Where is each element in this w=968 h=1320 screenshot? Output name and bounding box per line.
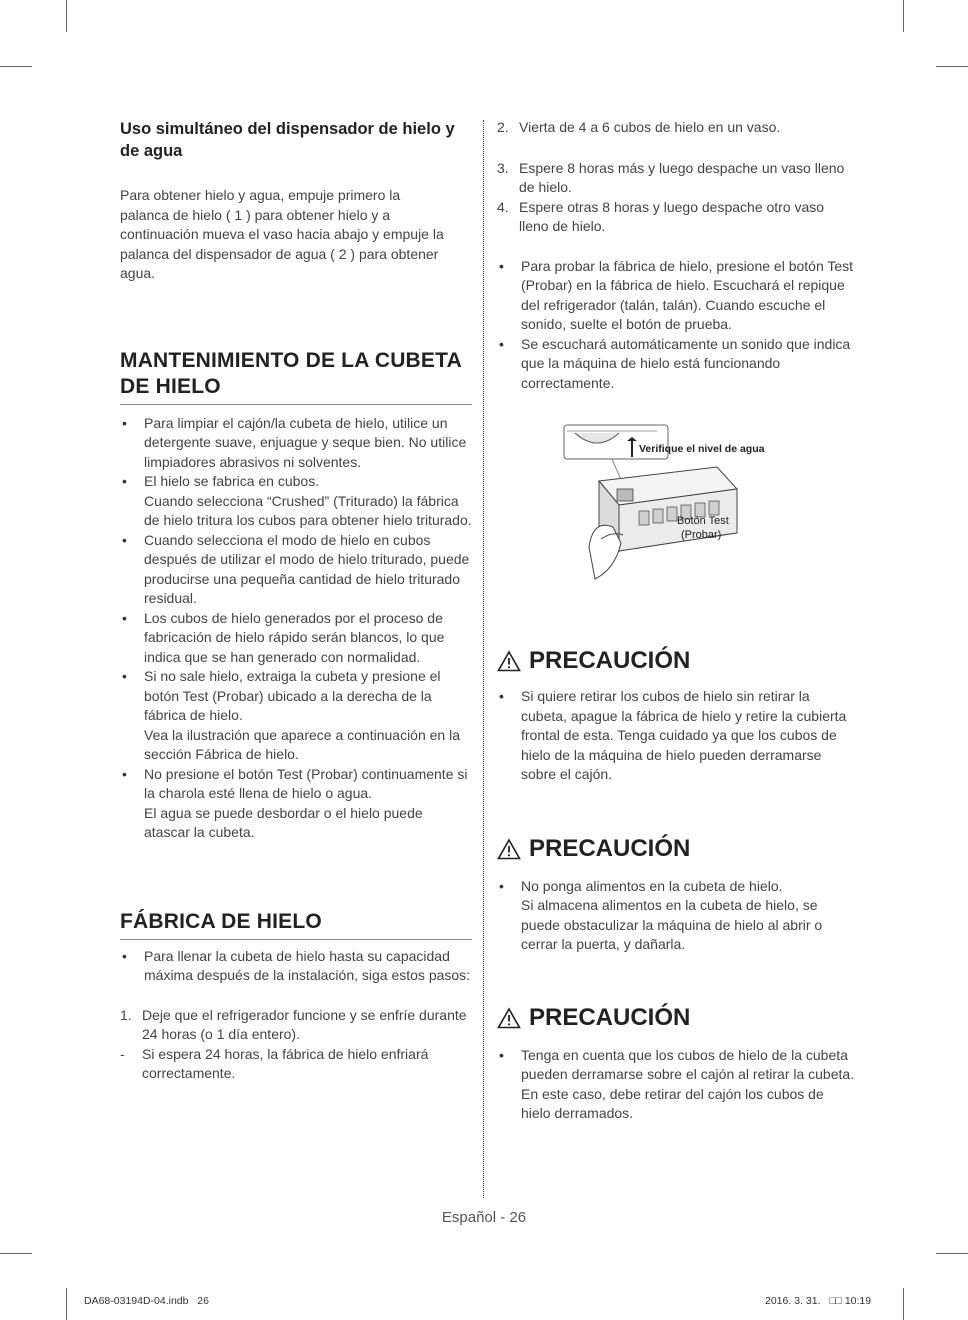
caution-title: PRECAUCIÓN — [529, 647, 691, 674]
crop-mark — [0, 66, 32, 67]
step-text: Espere otras 8 horas y luego despache otro vaso lleno de hielo. — [519, 198, 825, 234]
list-item — [120, 609, 472, 668]
step-item — [120, 1006, 472, 1045]
ice-maker-list — [120, 947, 472, 986]
list-item — [120, 667, 472, 765]
crop-mark — [903, 1288, 904, 1320]
simultaneous-use-text: Para obtener hielo y agua, empuje primero la palanca de hielo ( 1 ) para obtener hielo y a continuación mueva el vaso hacia abajo y empuje la palanca del dispensador de agua ( 2 ) para obtener agua. — [120, 187, 444, 281]
ice-maker-steps-continued — [497, 118, 857, 237]
list-item-text: No ponga alimentos en la cubeta de hielo. — [521, 877, 783, 894]
print-date-info: 2016. 3. 31. □□ 10:19 — [765, 1295, 872, 1307]
maintenance-heading — [120, 348, 472, 405]
step-text: Vierta de 4 a 6 cubos de hielo en un vaso. — [519, 119, 781, 135]
caution-heading — [497, 834, 857, 864]
list-item-text: Cuando selecciona “Crushed” (Triturado) la fábrica de hielo tritura los cubos para obtener hielo triturado. — [144, 492, 472, 528]
step-item — [120, 1045, 472, 1084]
list-item: • Para llenar la cubeta de hielo hasta su capacidad máxima después de la instalación, siga estos pasos: — [120, 947, 472, 986]
step-number: 4. — [497, 198, 509, 215]
list-item-text: Si no sale hielo, extraiga la cubeta y presione el botón Test (Probar) ubicado a la derecha de la fábrica de hielo. — [144, 668, 441, 723]
crop-mark — [0, 1253, 32, 1254]
step-number: 1. — [120, 1006, 132, 1023]
step-text: Espere 8 horas más y luego despache un vaso lleno de hielo. — [519, 159, 845, 195]
caution-list — [497, 877, 857, 955]
ice-maker-steps — [120, 1006, 472, 1084]
left-column — [120, 118, 472, 1084]
step-number: 3. — [497, 159, 509, 176]
page-number: Español - 26 — [441, 1209, 527, 1226]
step-number: - — [120, 1045, 125, 1062]
right-column — [497, 118, 857, 1124]
step-text: Deje que el refrigerador funcione y se enfríe durante 24 horas (o 1 día entero). — [142, 1006, 467, 1042]
caution-list — [497, 1046, 857, 1124]
list-item-text: Vea la ilustración que aparece a continuación en la sección Fábrica de hielo. — [144, 726, 460, 762]
list-item: • Para probar la fábrica de hielo, presione el botón Test (Probar) en la fábrica de hielo. Escuchará el repique del refrigerador (talán, talán). Cuando escuche el sonido, suelte el botón de prueba. — [497, 257, 857, 335]
caution-heading — [497, 1003, 857, 1033]
list-item — [120, 414, 472, 473]
test-button-label: Botón Test — [677, 515, 729, 527]
list-item-text: Los cubos de hielo generados por el proceso de fabricación de hielo rápido serán blancos, lo que indica que se han generado con normalidad. — [144, 609, 445, 665]
list-item-text: El hielo se fabrica en cubos. — [144, 473, 320, 489]
maintenance-heading-line2: DE HIELO — [120, 374, 221, 398]
crop-mark — [66, 0, 67, 32]
step-item — [497, 118, 857, 138]
step-text: Si espera 24 horas, la fábrica de hielo enfriará correctamente. — [142, 1045, 429, 1081]
caution-title: PRECAUCIÓN — [529, 1003, 691, 1031]
test-button-list — [497, 257, 857, 394]
crop-mark — [903, 0, 904, 32]
list-item-text: Cuando selecciona el modo de hielo en cubos después de utilizar el modo de hielo triturado, puede producirse una pequeña cantidad de hielo triturado residual. — [144, 531, 470, 606]
list-item — [120, 531, 472, 609]
crop-mark — [936, 1253, 968, 1254]
list-item: • Tenga en cuenta que los cubos de hielo de la cubeta pueden derramarse sobre el cajón al retirar la cubeta. En este caso, debe retirar del cajón los cubos de hielo derramados. — [497, 1046, 857, 1124]
column-divider — [483, 120, 484, 1198]
maintenance-heading-line1: MANTENIMIENTO DE LA CUBETA — [120, 348, 462, 372]
list-item-text: Para limpiar el cajón/la cubeta de hielo, utilice un detergente suave, enjuague y seque bien. No utilice limpiadores abrasivos ni solventes. — [144, 414, 467, 470]
maintenance-list — [120, 414, 472, 843]
warning-triangle-icon — [497, 1007, 521, 1029]
list-item: • Se escuchará automáticamente un sonido que indica que la máquina de hielo está funcionando correctamente. — [497, 335, 857, 394]
caution-list — [497, 687, 857, 785]
step-number: 2. — [497, 119, 509, 135]
list-item — [120, 765, 472, 843]
list-item-text: Si almacena alimentos en la cubeta de hielo, se puede obstaculizar la máquina de hielo al abrir o cerrar la puerta, y dañarla. — [521, 897, 823, 952]
caution-title: PRECAUCIÓN — [529, 834, 691, 862]
caution-heading — [497, 646, 857, 676]
simultaneous-use-heading: Uso simultáneo del dispensador de hielo y de agua — [120, 120, 455, 160]
warning-triangle-icon — [497, 838, 521, 860]
water-level-label: Verifique el nivel de agua — [639, 443, 765, 455]
step-item — [497, 198, 857, 237]
step-item — [497, 159, 857, 198]
ice-maker-heading: FÁBRICA DE HIELO — [120, 909, 472, 940]
crop-mark — [936, 66, 968, 67]
warning-triangle-icon — [497, 650, 521, 672]
crop-mark — [66, 1288, 67, 1320]
ice-maker-illustration — [497, 419, 857, 591]
list-item — [120, 472, 472, 531]
test-button-label-2: (Probar) — [681, 529, 722, 541]
list-item-text: No presione el botón Test (Probar) continuamente si la charola esté llena de hielo o agua. — [144, 765, 468, 801]
list-item — [497, 877, 857, 955]
list-item-text: El agua se puede desbordar o el hielo puede atascar la cubeta. — [144, 804, 423, 840]
print-file-info: DA68-03194D-04.indb 26 — [84, 1295, 209, 1307]
list-item: • Si quiere retirar los cubos de hielo sin retirar la cubeta, apague la fábrica de hielo y retire la cubierta frontal de esta. Tenga cuidado ya que los cubos de hielo de la máquina de hielo pueden derramarse sobre el cajón. — [497, 687, 857, 785]
